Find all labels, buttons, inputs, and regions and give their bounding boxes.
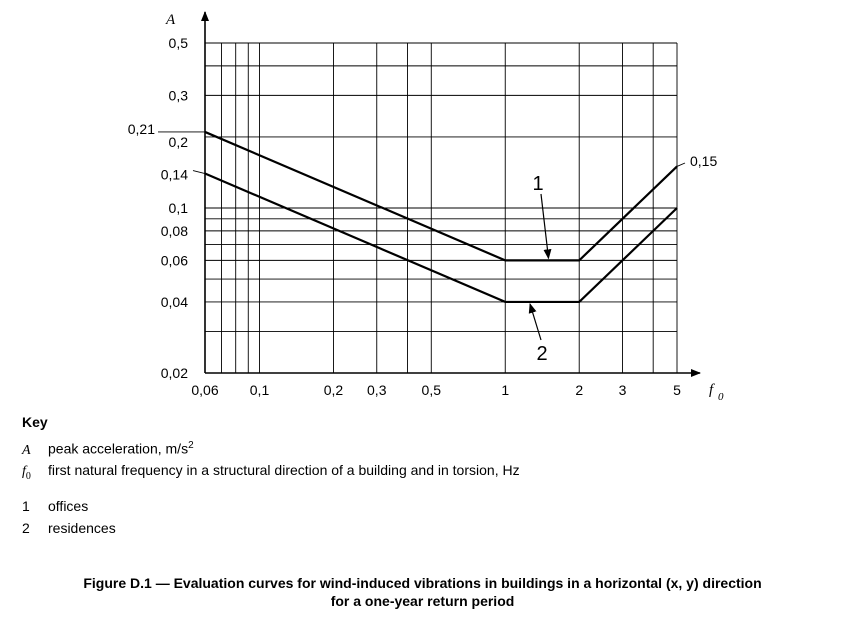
x-tick-label: 0,1 <box>249 382 270 398</box>
x-tick-label: 1 <box>501 382 510 398</box>
key-item-row <box>22 498 822 520</box>
key-item-desc: offices <box>48 498 89 514</box>
x-tick-label: 0,3 <box>367 382 387 398</box>
x-tick-label: 0,06 <box>191 382 219 398</box>
x-tick-label: 3 <box>618 382 627 398</box>
y-tick-label: 0,2 <box>168 133 188 150</box>
leader-line-0-15 <box>677 163 685 166</box>
key-symbol-row <box>22 462 822 484</box>
y-tick-label: 0,5 <box>168 35 188 51</box>
callout-arrow-2 <box>530 304 541 340</box>
series-lines <box>205 132 677 302</box>
x-axis-title: f <box>709 382 714 398</box>
grid <box>205 43 677 373</box>
key-item-desc: residences <box>48 520 116 536</box>
series-line-2 <box>205 174 677 302</box>
key-title: Key <box>22 414 48 430</box>
axes <box>165 12 724 403</box>
x-tick-label: 2 <box>575 382 584 398</box>
x-axis-title-subscript: 0 <box>718 391 724 403</box>
key-symbol-row <box>22 440 822 462</box>
key-item-number: 2 <box>22 520 30 536</box>
x-tick-label: 5 <box>673 382 681 398</box>
key-item-number: 1 <box>22 498 30 514</box>
figure-caption <box>0 574 845 610</box>
key-symbol-a-desc: peak acceleration, $m/s^2$ <box>48 440 194 457</box>
caption-line-1: Figure D.1 — Evaluation curves for wind-induced vibrations in buildings in a horizontal (x, y) direction <box>83 575 762 591</box>
series-line-1 <box>205 132 677 260</box>
y-tick-label: 0,21 <box>127 120 155 137</box>
y-axis-title: A <box>166 12 176 28</box>
caption-line-2: for a one-year return period <box>330 593 515 609</box>
x-tick-label: 0,2 <box>323 382 344 398</box>
callout-arrow-1 <box>541 194 549 258</box>
x-tick-label: 0,5 <box>421 382 442 398</box>
key-item-row <box>22 520 822 542</box>
callout-label-1: 1 <box>532 173 544 195</box>
y-tick-label: 0,14 <box>160 166 188 183</box>
y-tick-label: 0,04 <box>160 293 188 310</box>
callout-label-2: 2 <box>536 343 548 365</box>
key-section <box>22 414 822 542</box>
annotation-0-15: 0,15 <box>690 153 718 169</box>
y-tick-label: 0,02 <box>160 365 188 381</box>
y-tick-label: 0,3 <box>168 87 188 104</box>
y-tick-label: 0,1 <box>168 200 188 216</box>
leader-line-0-14 <box>193 171 205 174</box>
y-tick-label: 0,06 <box>160 252 188 269</box>
key-symbol-f0-desc: first natural frequency in a structural direction of a building and in torsion, Hz <box>48 462 520 478</box>
key-symbol-f0: $f_0$ <box>22 464 31 482</box>
key-symbol-a: A <box>22 442 31 458</box>
y-tick-label: 0,08 <box>160 222 188 239</box>
